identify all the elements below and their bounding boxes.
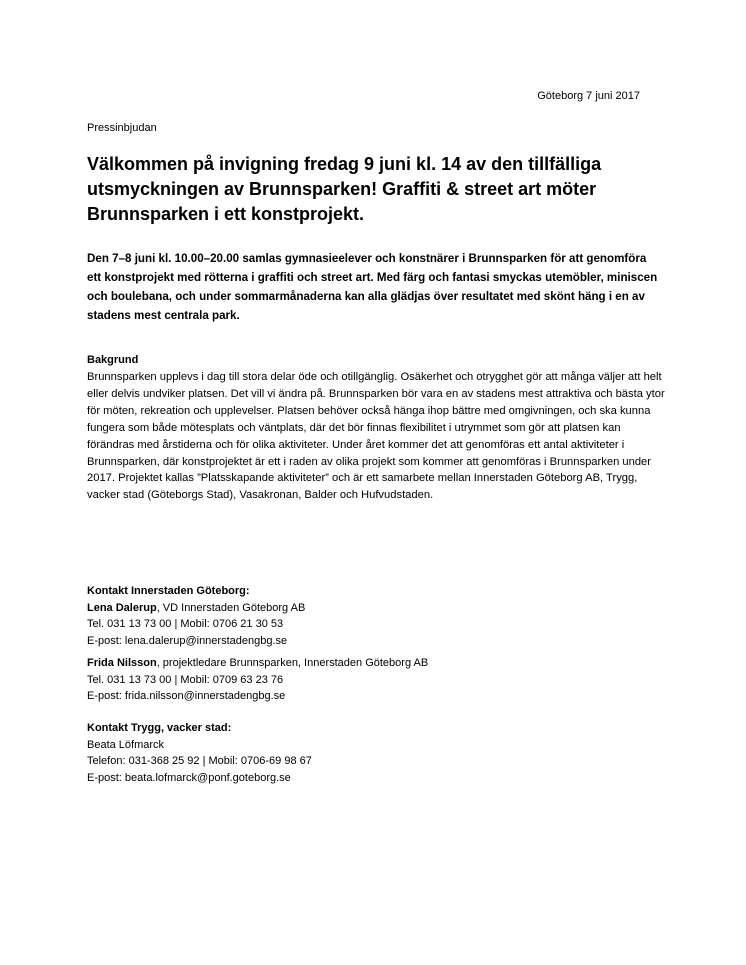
contact-trygg-heading: Kontakt Trygg, vacker stad: — [87, 722, 232, 734]
contact-person-lena — [87, 600, 667, 650]
contact-email[interactable]: E-post: beata.lofmarck@ponf.goteborg.se — [87, 771, 291, 784]
contact-name: Frida Nilsson — [87, 657, 157, 669]
contact-phone: Telefon: 031-368 25 92 | Mobil: 0706-69 98 67 — [87, 755, 312, 767]
contact-trygg-section — [87, 720, 667, 786]
contact-role: , projektledare Brunnsparken, Innerstaden Göteborg AB — [156, 657, 429, 669]
background-text: Brunnsparken upplevs i dag till stora delar öde och otillgänglig. Osäkerhet och otrygghet gör att många väljer att helt eller delvis undviker platsen. Det vill vi ändra på. Brunnsparken bör vara en av stadens mest attraktiva och bästa ytor för möten, rekreation och upplevelser. Platsen behöver också hänga ihop bättre med omgivningen, och ska kunna fungera som både mötesplats och väntplats, där det bör finnas flexibilitet i utrymmet som gör att platsen kan förändras med årstiderna och för olika aktiviteter. Under året kommer det att genomföras ett antal aktiviteter i Brunnsparken, där konstprojektet är ett i raden av olika projekt som kommer att genomföras i Brunnsparken under 2017. Projektet kallas ”Platsskapande aktiviteter” och är ett samarbete mellan Innerstaden Göteborg AB, Trygg, vacker stad (Göteborgs Stad), Vasakronan, Balder och Hufvudstaden. — [87, 371, 665, 502]
contact-email[interactable]: E-post: lena.dalerup@innerstadengbg.se — [87, 634, 288, 647]
dateline: Göteborg 7 juni 2017 — [537, 90, 640, 102]
document-type-label: Pressinbjudan — [87, 122, 157, 134]
contact-name: Lena Dalerup — [87, 601, 157, 614]
lead-paragraph: Den 7–8 juni kl. 10.00–20.00 samlas gymnasieelever och konstnärer i Brunnsparken för att genomföra ett konstprojekt med rötterna i graffiti och street art. Med färg och fantasi smyckas utemöbler, miniscen och boulebana, och under sommarmånaderna kan alla glädjas över resultatet med skönt häng i en av stadens mest centrala park. — [87, 252, 658, 322]
contact-role: , VD Innerstaden Göteborg AB — [156, 601, 306, 614]
contact-email[interactable]: E-post: frida.nilsson@innerstadengbg.se — [87, 690, 286, 702]
contact-innerstaden-section — [87, 583, 667, 705]
contact-person-frida — [87, 655, 667, 705]
headline: Välkommen på invigning fredag 9 juni kl. 14 av den tillfälliga utsmyckningen av Brunnsparken! Graffiti & street art möter Brunnsparken i ett konstprojekt. — [87, 154, 602, 224]
background-heading: Bakgrund — [87, 354, 139, 366]
contact-phone: Tel. 031 13 73 00 | Mobil: 0706 21 30 53 — [87, 618, 284, 630]
contact-name: Beata Löfmarck — [87, 738, 165, 751]
contact-innerstaden-heading: Kontakt Innerstaden Göteborg: — [87, 585, 250, 597]
contact-phone: Tel. 031 13 73 00 | Mobil: 0709 63 23 76 — [87, 673, 284, 686]
background-section — [87, 352, 667, 504]
